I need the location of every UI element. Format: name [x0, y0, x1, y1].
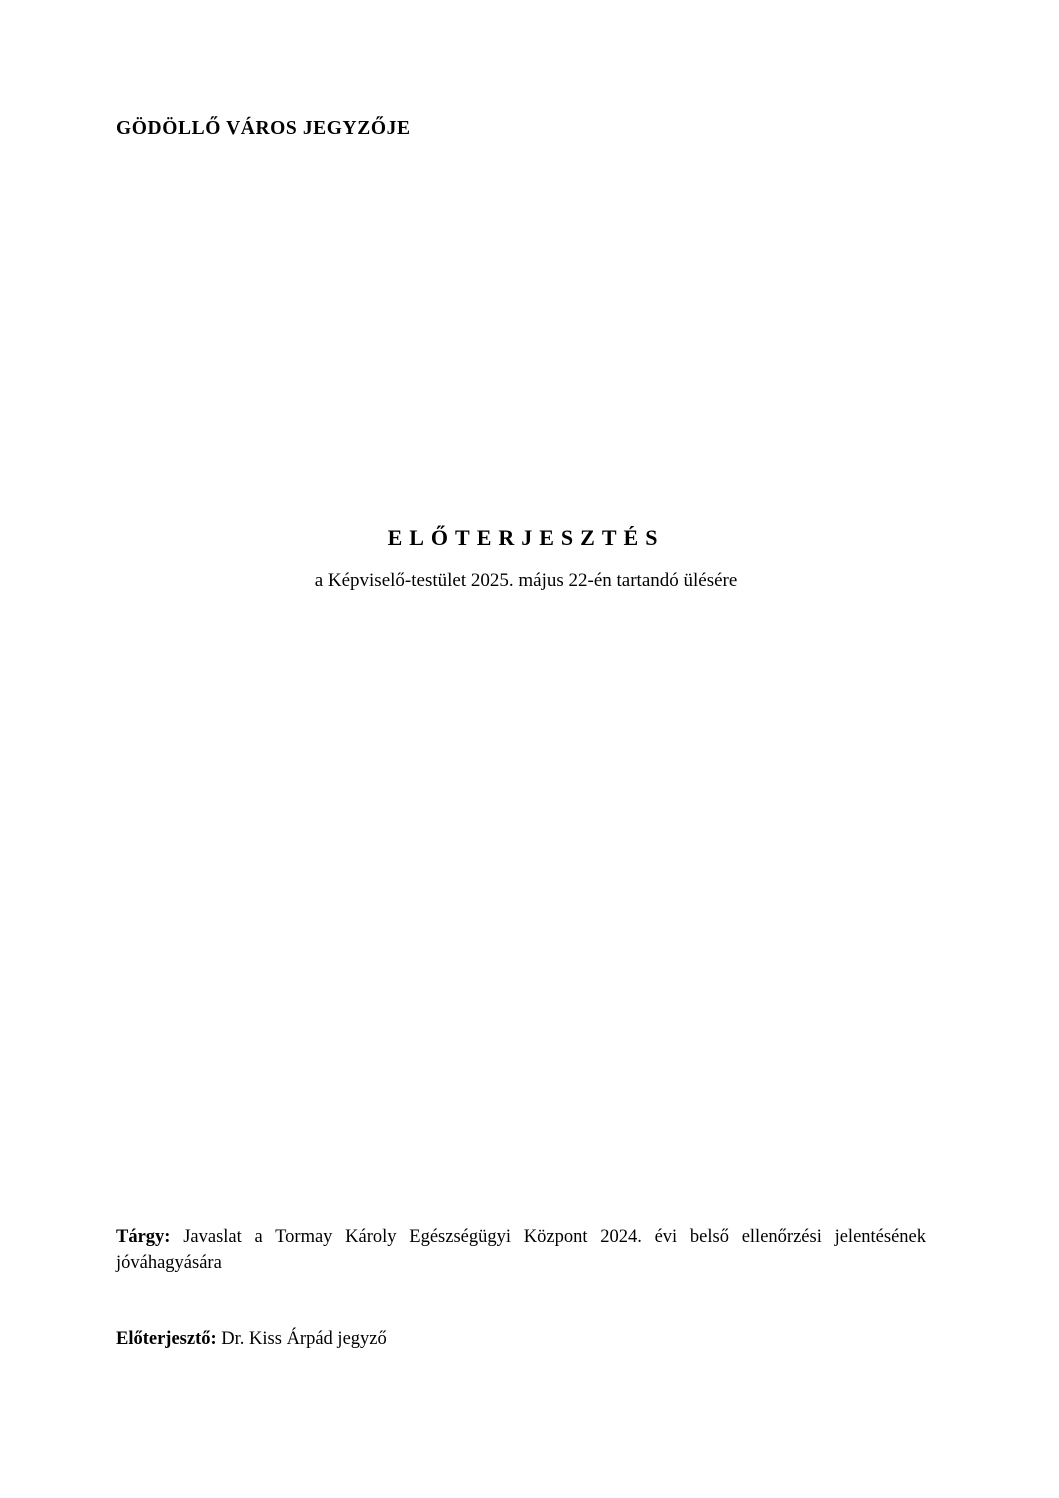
organization-header: GÖDÖLLŐ VÁROS JEGYZŐJE [116, 118, 411, 139]
presenter-label: Előterjesztő: [116, 1329, 217, 1349]
page-title: ELŐTERJESZTÉS [387, 525, 665, 550]
subject-block [116, 1224, 926, 1277]
document-subtitle: a Képviselő-testület 2025. május 22-én tartandó ülésére [314, 570, 738, 591]
presenter-block [116, 1326, 926, 1352]
subject-label: Tárgy: [116, 1227, 171, 1247]
document-content [116, 0, 936, 1498]
presenter-text: Dr. Kiss Árpád jegyző [221, 1329, 387, 1349]
subject-text: Javaslat a Tormay Károly Egészségügyi Központ 2024. évi belső ellenőrzési jelentésének jóváhagyására [116, 1227, 927, 1274]
